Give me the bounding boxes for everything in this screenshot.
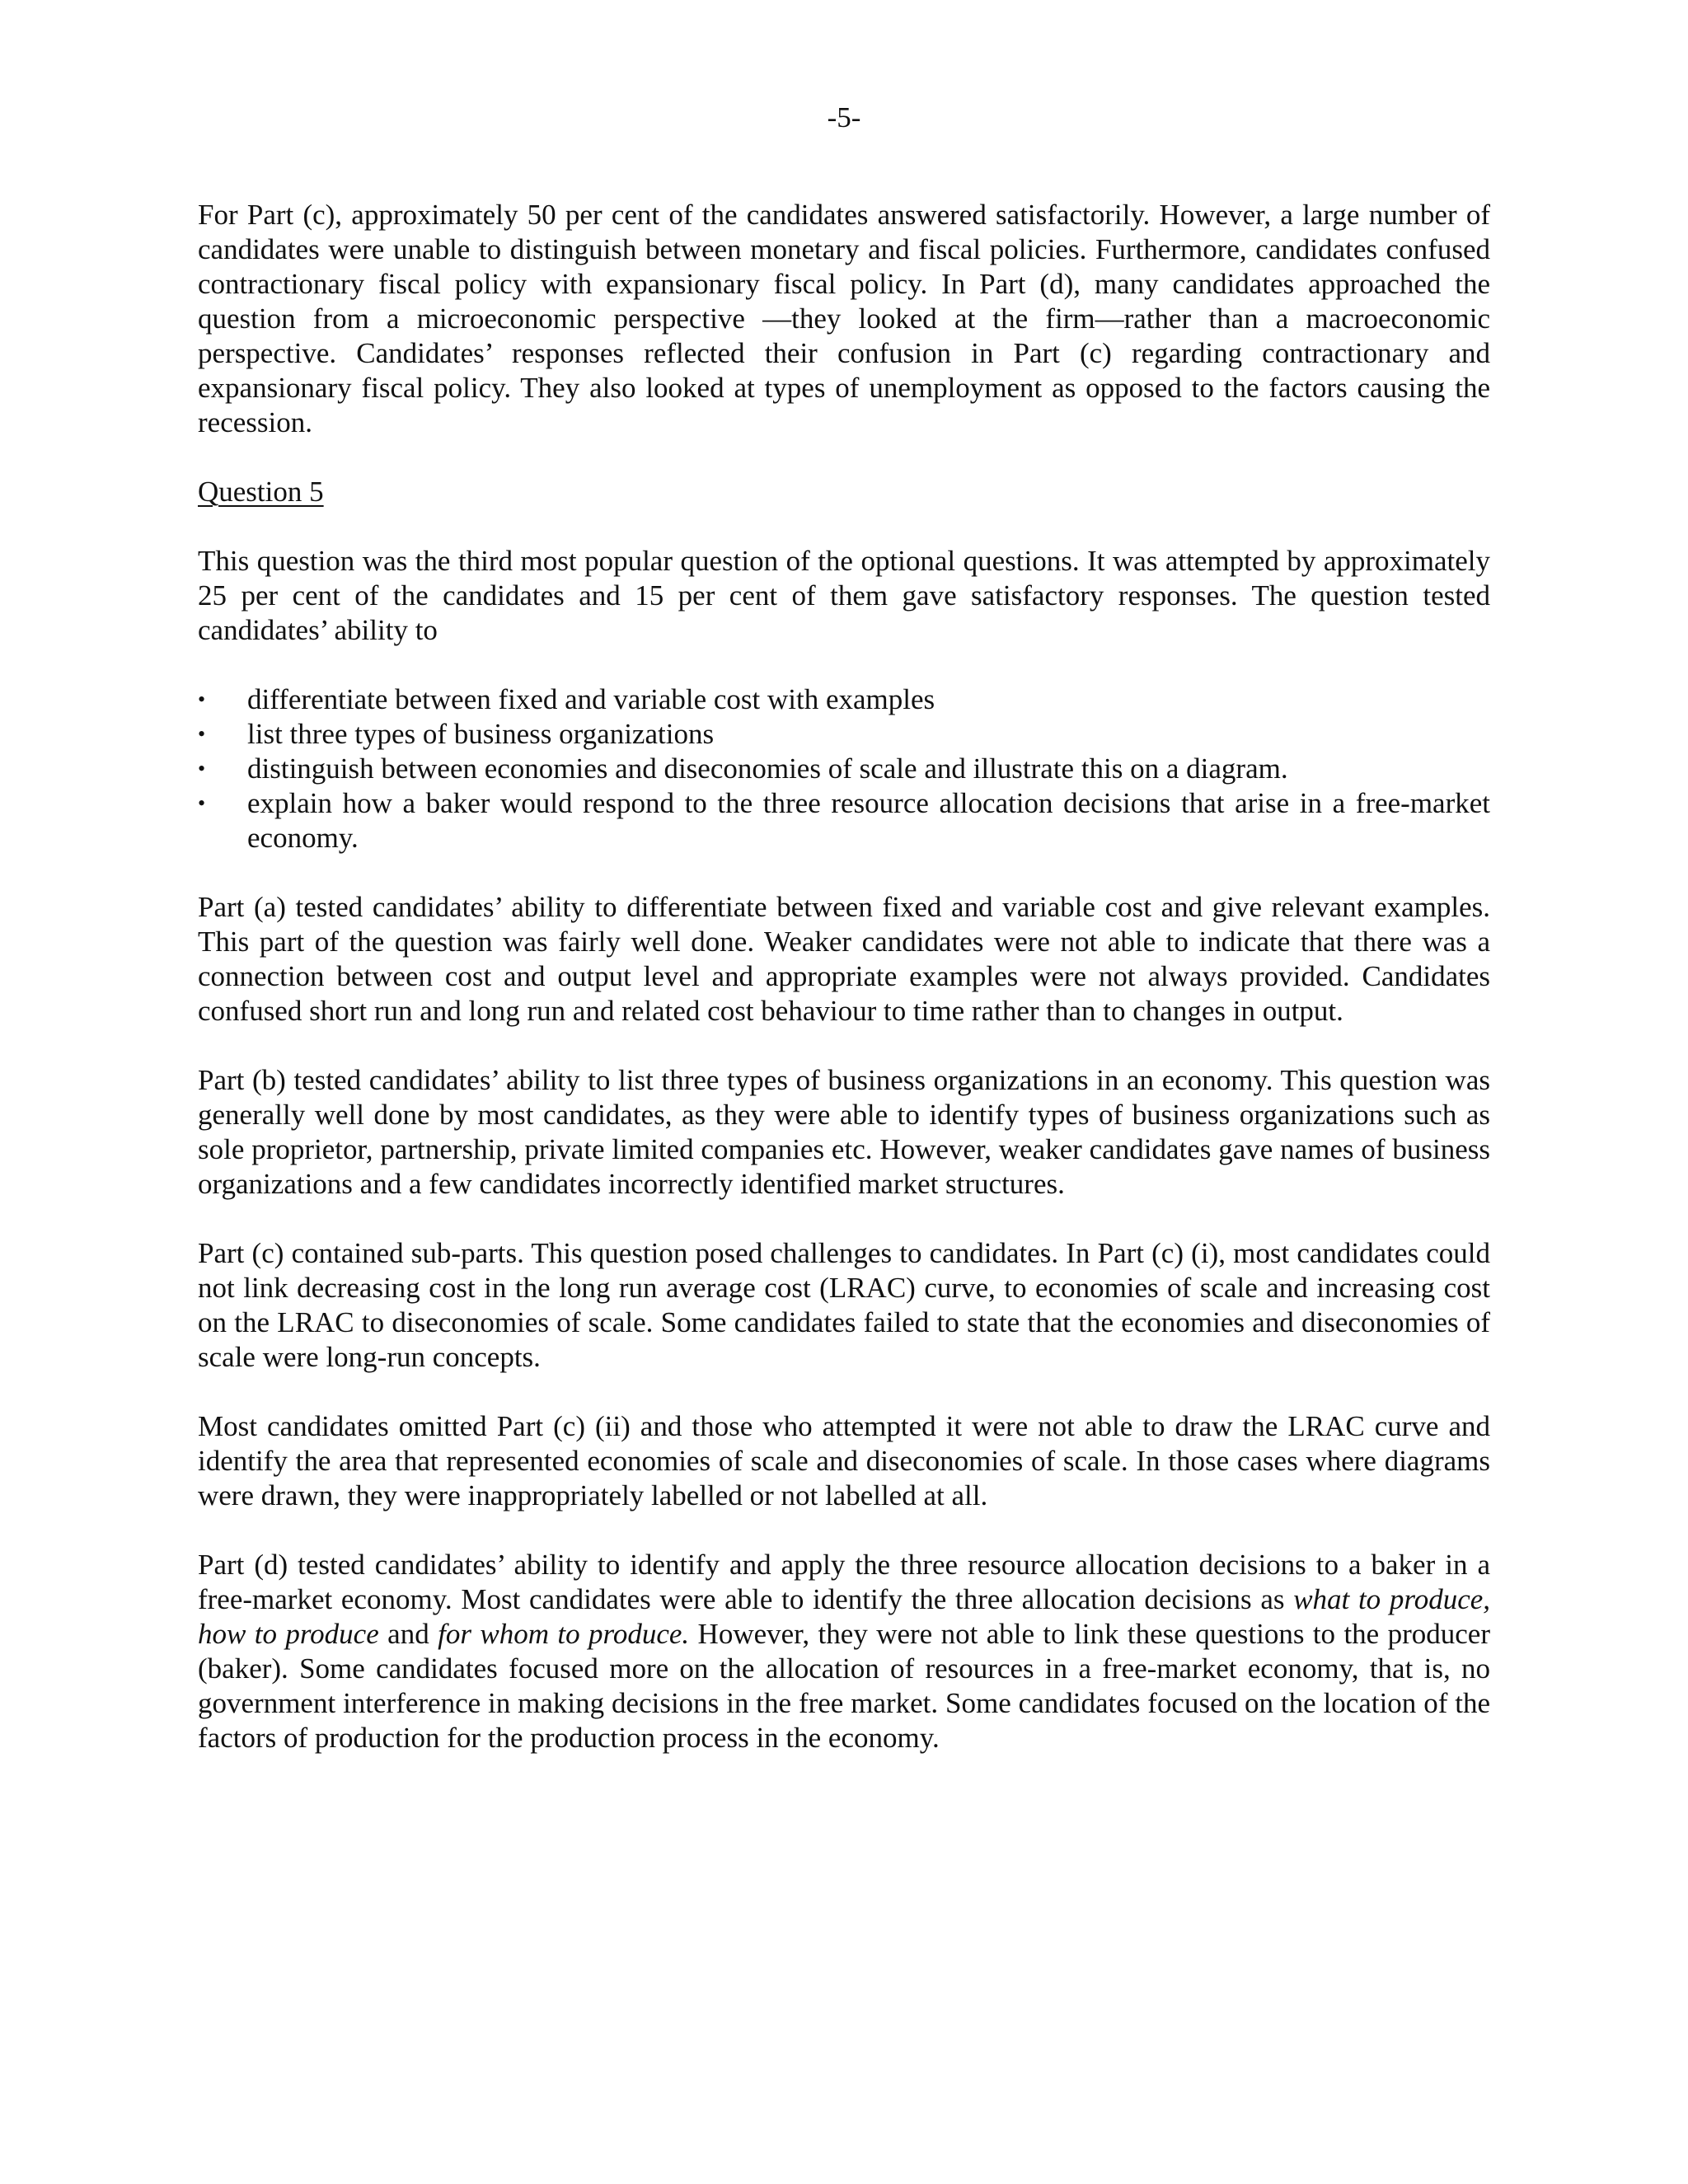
bullet-text: distinguish between economies and diseconomies of scale and illustrate this on a diagram. xyxy=(247,752,1288,785)
bullet-item-economies-of-scale xyxy=(198,752,1490,786)
bullet-text: explain how a baker would respond to the three resource allocation decisions that arise in a free-market economy. xyxy=(247,787,1490,854)
paragraph-part-c-ii: Most candidates omitted Part (c) (ii) and those who attempted it were not able to draw the LRAC curve and identify the area that represented economies of scale and diseconomies of scale. In those cases where diagrams were drawn, they were inappropriately labelled or not labelled at all. xyxy=(198,1410,1490,1511)
bullet-icon: • xyxy=(198,791,206,815)
paragraph-question-5-intro: This question was the third most popular question of the optional questions. It was attempted by approximately 25 per cent of the candidates and 15 per cent of them gave satisfactory responses. The question tested candidates’ ability to xyxy=(198,545,1490,646)
bullet-icon: • xyxy=(198,757,206,780)
bullet-text: differentiate between fixed and variable cost with examples xyxy=(247,683,935,715)
part-d-italic-for-whom: for whom to produce. xyxy=(438,1618,690,1650)
document-body xyxy=(198,198,1490,1790)
part-d-text-3: However, they were not able to link these questions to the producer (baker). Some candidates focused more on the allocation of resources in a free-market economy, that is, no government interference in making decisions in the free market. Some candidates focused on the location of the factors of production for the production process in the economy. xyxy=(198,1618,1490,1754)
bullet-icon: • xyxy=(198,722,206,746)
bullet-text: list three types of business organizations xyxy=(247,718,715,750)
bullet-item-baker-allocation xyxy=(198,786,1490,855)
bullet-item-business-organizations xyxy=(198,717,1490,752)
part-d-text-1: Part (d) tested candidates’ ability to identify and apply the three resource allocation decisions to a baker in a free-market economy. Most candidates were able to identify the three allocation decisions as xyxy=(198,1549,1490,1615)
skills-bullet-list xyxy=(198,682,1490,855)
page-number: -5- xyxy=(827,101,861,134)
section-heading-question-5: Question 5 xyxy=(198,476,324,508)
part-d-text-2: and xyxy=(378,1618,438,1650)
bullet-icon: • xyxy=(198,687,206,711)
bullet-item-fixed-variable-cost xyxy=(198,682,1490,717)
paragraph-part-d xyxy=(198,1548,1490,1755)
part-d-italic-what-how: what to produce, how to produce xyxy=(198,1583,1491,1650)
paragraph-part-c-d-summary: For Part (c), approximately 50 per cent of the candidates answered satisfactorily. However, a large number of candidates were unable to distinguish between monetary and fiscal policies. Furthermore, candidates confused contractionary fiscal policy with expansionary fiscal policy. In Part (d), many candidates approached the question from a microeconomic perspective —they looked at the firm—rather than a macroeconomic perspective. Candidates’ responses reflected their confusion in Part (c) regarding contractionary and expansionary fiscal policy. They also looked at types of unemployment as opposed to the factors causing the recession. xyxy=(198,199,1490,438)
paragraph-part-c: Part (c) contained sub-parts. This question posed challenges to candidates. In Part (c) (i), most candidates could not link decreasing cost in the long run average cost (LRAC) curve, to economies of scale and increasing cost on the LRAC to diseconomies of scale. Some candidates failed to state that the economies and diseconomies of scale were long-run concepts. xyxy=(198,1237,1490,1373)
paragraph-part-b: Part (b) tested candidates’ ability to list three types of business organizations in an economy. This question was generally well done by most candidates, as they were able to identify types of business organizations such as sole proprietor, partnership, private limited companies etc. However, weaker candidates gave names of business organizations and a few candidates incorrectly identified market structures. xyxy=(198,1064,1490,1200)
paragraph-part-a: Part (a) tested candidates’ ability to differentiate between fixed and variable cost and give relevant examples. This part of the question was fairly well done. Weaker candidates were not able to indicate that there was a connection between cost and output level and appropriate examples were not always provided. Candidates confused short run and long run and related cost behaviour to time rather than to changes in output. xyxy=(198,891,1490,1027)
